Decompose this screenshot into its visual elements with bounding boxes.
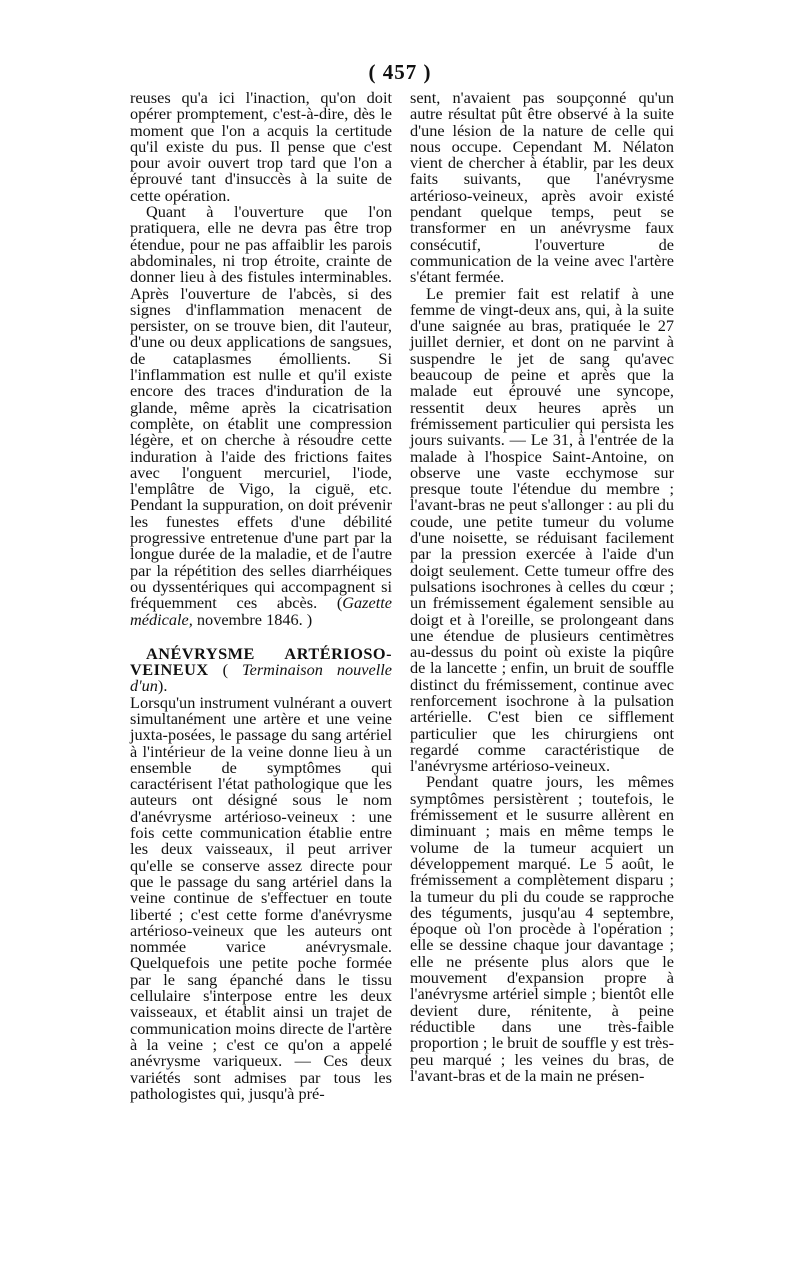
left-paragraph-1: reuses qu'a ici l'inaction, qu'on doit opérer promptement, c'est-à-dire, dès le moment que l'on a acquis la certitude qu'il existe du pus. Il pense que c'est pour avoir ouvert trop tard que l'on a éprouvé tant d'insuccès à la suite de cette opération.	[130, 88, 392, 205]
left-column	[130, 90, 392, 1102]
section-heading-close: ).	[157, 676, 168, 696]
left-paragraph-2-text: Quant à l'ouverture que l'on pratiquera, elle ne devra pas être trop étendue, pour ne pas affaiblir les parois abdominales, ni trop étroite, crainte de donner lieu à des fistules interminables. Après l'ouverture de l'abcès, si des signes d'inflammation menacent de persister, on se trouve bien, dit l'auteur, d'une ou deux applications de sangsues, de cataplasmes émollients. Si l'inflammation est nulle et qu'il existe encore des traces d'induration de la glande, même après la cicatrisation complète, on établit une compression légère, et on cherche à résoudre cette induration à l'aide des frictions faites avec l'onguent mercuriel, l'iode, l'emplâtre de Vigo, la ciguë, etc. Pendant la suppuration, on doit prévenir les funestes effets d'une débilité progressive entretenue d'une part par la longue durée de la maladie, et de l'autre par la répétition des selles diarrhéiques ou dyssentériques qui accompagnent si fréquemment ces abcès. (	[130, 202, 392, 613]
section-heading-title: ANÉVRYSME ARTÉRIOSO-VEINEUX	[130, 643, 392, 680]
citation-source: Gazette médicale,	[130, 593, 392, 629]
right-paragraph-3: Pendant quatre jours, les mêmes symptômes persistèrent ; toutefois, le frémissement et le susurre allèrent en diminuant ; mais en même temps le volume de la tumeur acquiert un développement marqué. Le 5 août, le frémissement a complètement disparu ; la tumeur du pli du coude se rapproche des téguments, jusqu'au 4 septembre, époque où l'on procède à l'opération ; elle se dessine chaque jour davantage ; elle ne présente plus alors que le mouvement d'expansion propre à l'anévrysme artériel simple ; bientôt elle devient dure, rénitente, à peine réductible dans une très-faible proportion ; le bruit de souffle y est très-peu marqué ; les veines du bras, de l'avant-bras et de la main ne présen-	[410, 772, 674, 1085]
page-number: ( 457 )	[368, 60, 432, 84]
section-heading-subtitle: Terminaison nouvelle d'un	[130, 660, 393, 696]
right-paragraph-2: Le premier fait est relatif à une femme de vingt-deux ans, qui, à la suite d'une saignée au bras, pratiquée le 27 juillet dernier, et dont on ne parvint à suspendre le jet de sang qu'avec beaucoup de peine et après que la malade eut éprouvé une syncope, ressentit deux heures après un frémissement particulier qui persista les jours suivants. — Le 31, à l'entrée de la malade à l'hospice Saint-Antoine, on observe une vaste ecchymose sur presque toute l'étendue du membre ; l'avant-bras ne peut s'allonger : au pli du coude, une petite tumeur du volume d'une noisette, se réduisant facilement par la pression exercée à l'aide d'un doigt seulement. Cette tumeur offre des pulsations isochrones à celles du cœur ; un frémissement également sensible au doigt et à l'oreille, se prolongeant dans une étendue de plusieurs centimètres au-dessus du point où existe la piqûre de la lancette ; enfin, un bruit de souffle distinct du frémissement, continue avec renforcement isochrone à la pulsation artérielle. C'est bien ce sifflement particulier que les chirurgiens ont regardé comme caractéristique de l'anévrysme artérioso-veineux.	[410, 283, 674, 776]
section-heading	[130, 643, 393, 696]
left-paragraph-2	[130, 204, 392, 628]
right-paragraph-1: sent, n'avaient pas soupçonné qu'un autre résultat pût être observé à la suite d'une lésion de la nature de celle qui nous occupe. Cependant M. Nélaton vient de chercher à établir, par les deux faits suivants, que l'anévrysme artérioso-veineux, après avoir existé pendant quelque temps, peut se transformer en un anévrysme faux consécutif, l'ouverture de communication de la veine avec l'artère s'étant fermée.	[410, 88, 674, 287]
citation-date: novembre 1846. )	[192, 609, 313, 629]
left-paragraph-3: Lorsqu'un instrument vulnérant a ouvert simultanément une artère et une veine juxta-posées, le passage du sang artériel à l'intérieur de la veine donne lieu à un ensemble de symptômes qui caractérisent l'état pathologique que les auteurs ont désigné sous le nom d'anévrysme artérioso-veineux : une fois cette communication établie entre les deux vaisseaux, il peut arriver qu'elle se conserve assez directe pour que le passage du sang artériel dans la veine continue de s'effectuer en toute liberté ; c'est cette forme d'anévrysme artérioso-veineux que les auteurs ont nommée varice anévrysmale. Quelquefois une petite poche formée par le sang épanché dans le tissu cellulaire s'interpose entre les deux vaisseaux, et établit ainsi un trajet de communication moins directe de l'artère à la veine ; c'est ce qu'on a appelé anévrysme variqueux. — Ces deux variétés sont admises par tous les pathologistes qui, jusqu'à pré-	[130, 692, 392, 1103]
right-column	[410, 90, 674, 1084]
section-heading-open: (	[208, 660, 243, 680]
